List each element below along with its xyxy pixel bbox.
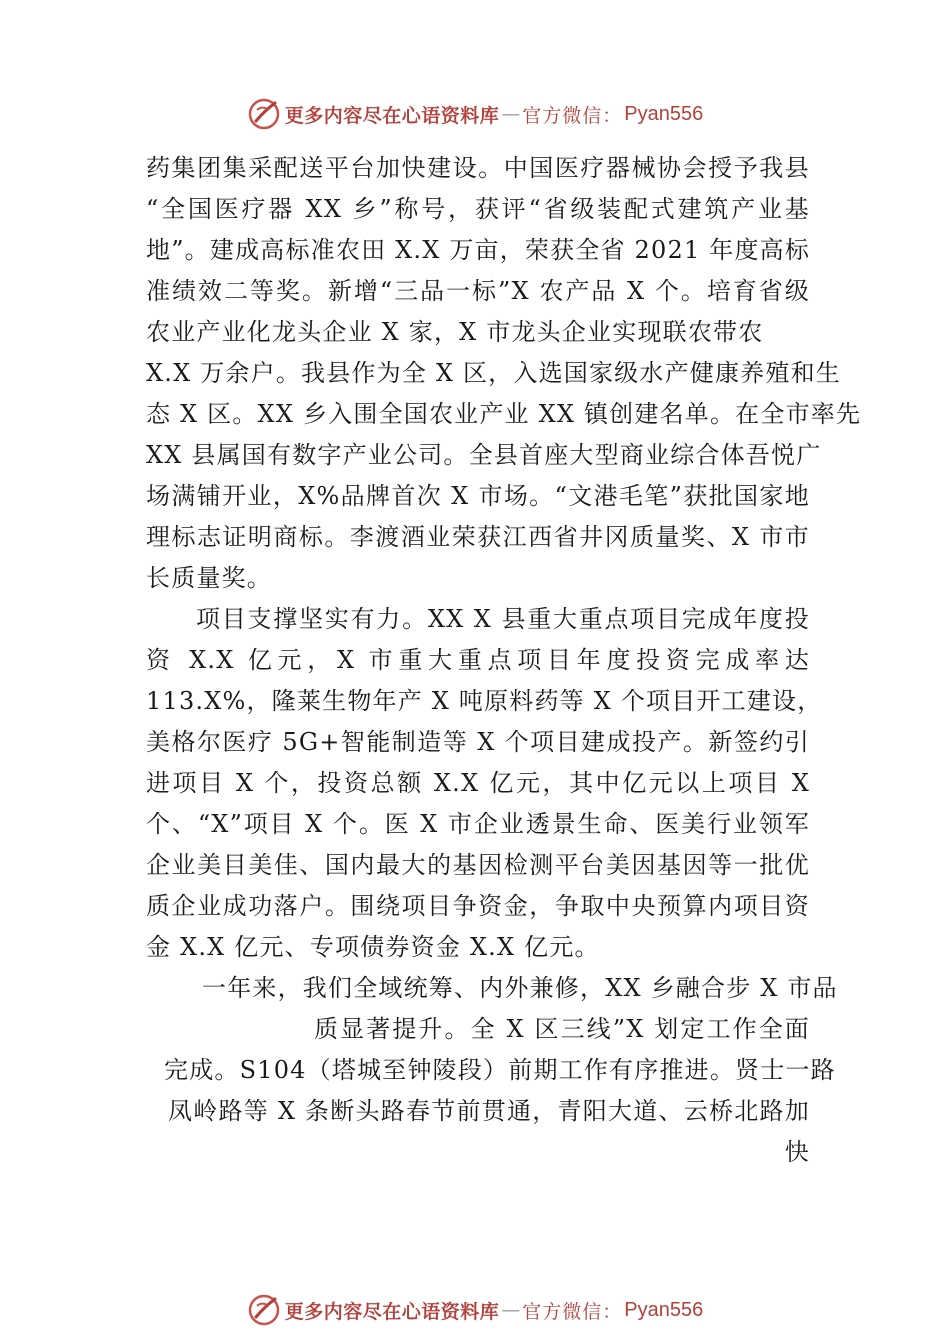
watermark-dash: — — [501, 1299, 521, 1321]
brush-logo-icon — [247, 1293, 281, 1327]
watermark-id: Pyan556 — [624, 1298, 704, 1321]
paragraph-start-line: 项目支撑坚实有力。XX X 县重大重点项目完成年度投 — [196, 605, 810, 633]
text-line: 药集团集采配送平台加快建设。中国医疗器械协会授予我县 — [146, 154, 810, 182]
text-line: 农业产业化龙头企业 X 家，X 市龙头企业实现联农带农 — [146, 318, 764, 346]
text-line: 进项目 X 个，投资总额 X.X 亿元，其中亿元以上项目 X — [146, 769, 810, 797]
text-line: 地”。建成高标准农田 X.X 万亩，荣获全省 2021 年度高标 — [146, 236, 811, 264]
watermark-label: 官方微信： — [522, 1300, 623, 1323]
text-line: 个、“X”项目 X 个。医 X 市企业透景生命、医美行业领军 — [146, 810, 810, 838]
paragraph-start-line: 一年来，我们全域统筹、内外兼修，XX 乡融合步 X 市品 — [202, 974, 838, 1002]
text-line: “全国医疗器 XX 乡”称号，获评“省级装配式建筑产业基 — [146, 195, 810, 223]
watermark-id: Pyan556 — [624, 102, 704, 125]
text-line: 准绩效二等奖。新增“三品一标”X 农产品 X 个。培育省级 — [146, 277, 810, 305]
watermark-dash: — — [501, 103, 521, 125]
text-line: 质企业成功落户。围绕项目争资金，争取中央预算内项目资 — [146, 892, 810, 920]
watermark-label: 官方微信： — [522, 104, 623, 127]
brush-logo-icon — [247, 97, 281, 131]
document-body — [146, 148, 862, 1173]
text-line: 企业美目美佳、国内最大的基因检测平台美因基因等一批优 — [146, 851, 810, 879]
text-line: XX 县属国有数字产业公司。全县首座大型商业综合体吾悦广 — [146, 441, 822, 469]
watermark-brand: 更多内容尽在心语资料库 — [284, 1300, 500, 1323]
watermark-brand: 更多内容尽在心语资料库 — [284, 104, 500, 127]
footer-watermark — [0, 1290, 950, 1330]
text-line: 完成。S104（塔城至钟陵段）前期工作有序推进。贤士一路 — [164, 1056, 836, 1084]
text-line: 理标志证明商标。李渡酒业荣获江西省井冈质量奖、X 市市 — [146, 523, 810, 551]
text-line: 快 — [784, 1138, 810, 1166]
text-line: 态 X 区。XX 乡入围全国农业产业 XX 镇创建名单。在全市率先 — [146, 400, 862, 428]
text-line: 长质量奖。 — [146, 564, 272, 592]
text-line: 场满铺开业，X%品牌首次 X 市场。“文港毛笔”获批国家地 — [146, 482, 810, 510]
text-line: 美格尔医疗 5G+智能制造等 X 个项目建成投产。新签约引 — [146, 728, 810, 756]
text-line: 资 X.X 亿元，X 市重大重点项目年度投资完成率达 — [146, 646, 810, 674]
text-line: 113.X%，隆莱生物年产 X 吨原料药等 X 个项目开工建设， — [146, 687, 823, 715]
text-line: 凤岭路等 X 条断头路春节前贯通，青阳大道、云桥北路加 — [168, 1097, 810, 1125]
text-line: 质显著提升。全 X 区三线”X 划定工作全面 — [314, 1015, 810, 1043]
header-watermark — [0, 94, 950, 134]
text-line: 金 X.X 亿元、专项债券资金 X.X 亿元。 — [146, 933, 600, 961]
text-line: X.X 万余户。我县作为全 X 区，入选国家级水产健康养殖和生 — [146, 359, 841, 387]
